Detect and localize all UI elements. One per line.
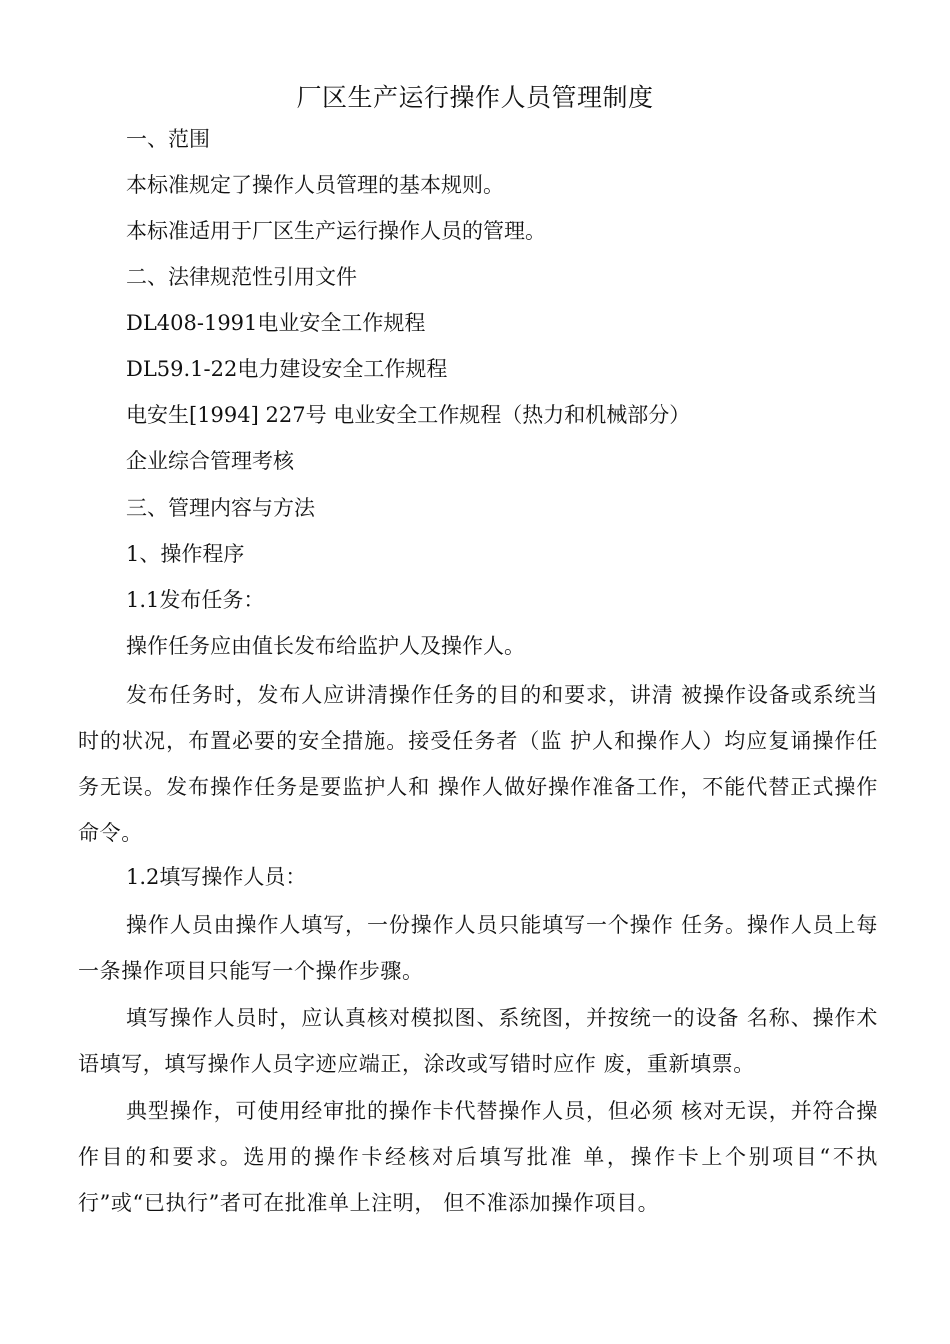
reference-item: DL408-1991电业安全工作规程 bbox=[126, 311, 426, 335]
document-title: 厂区生产运行操作人员管理制度 bbox=[296, 83, 654, 112]
section-heading-references: 二、法律规范性引用文件 bbox=[126, 265, 357, 289]
reference-item: 电安生[1994] 227号 电业安全工作规程（热力和机械部分） bbox=[126, 403, 691, 427]
paragraph: 发布任务时，发布人应讲清操作任务的目的和要求，讲清 被操作设备或系统当时的状况，布置必要的安全措施。接受任务者（监 护人和操作人）均应复诵操作任务无误。发布操作任务是要监护人和 操作人做好操作准备工作，不能代替正式操作命令。 bbox=[78, 683, 878, 845]
text-line: 本标准适用于厂区生产运行操作人员的管理。 bbox=[126, 219, 546, 243]
reference-item: DL59.1-22电力建设安全工作规程 bbox=[126, 357, 448, 381]
subsection-heading: 1.2填写操作人员： bbox=[126, 865, 307, 889]
section-heading-scope: 一、范围 bbox=[126, 127, 210, 151]
section-heading-content: 三、管理内容与方法 bbox=[126, 496, 315, 520]
paragraph: 填写操作人员时，应认真核对模拟图、系统图，并按统一的设备 名称、操作术语填写，填写操作人员字迹应端正，涂改或写错时应作 废，重新填票。 bbox=[78, 1006, 878, 1076]
text-line: 操作任务应由值长发布给监护人及操作人。 bbox=[126, 634, 525, 658]
subsection-heading: 1、操作程序 bbox=[126, 542, 245, 566]
paragraph: 典型操作，可使用经审批的操作卡代替操作人员，但必须 核对无误，并符合操作目的和要求。选用的操作卡经核对后填写批准 单，操作卡上个别项目“不执行”或“已执行”者可在批准单上注明， 但不准添加操作项目。 bbox=[78, 1099, 878, 1215]
paragraph: 操作人员由操作人填写，一份操作人员只能填写一个操作 任务。操作人员上每一条操作项目只能写一个操作步骤。 bbox=[78, 913, 878, 983]
text-line: 本标准规定了操作人员管理的基本规则。 bbox=[126, 173, 504, 197]
reference-item: 企业综合管理考核 bbox=[126, 449, 294, 473]
subsection-heading: 1.1发布任务： bbox=[126, 588, 265, 612]
